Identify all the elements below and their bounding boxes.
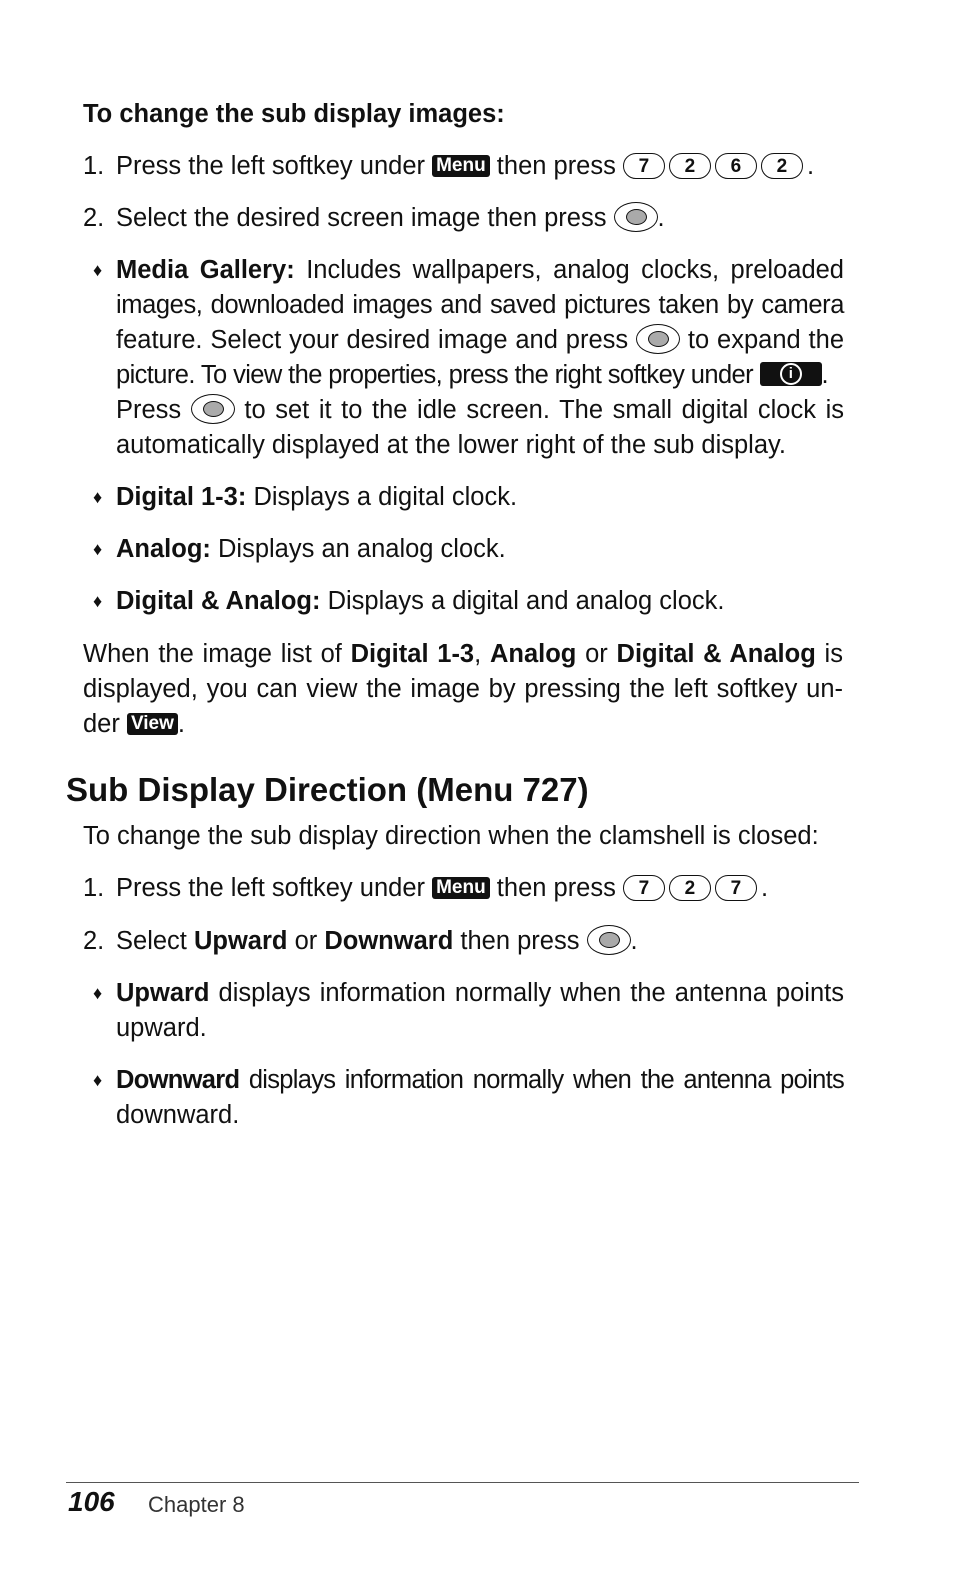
step-number: 1. [83,874,105,902]
step-1 [116,149,844,184]
text: or [585,640,608,668]
text: Displays a digital clock. [253,483,518,511]
bullet-label: Upward [116,979,210,1007]
bullet-icon: ♦ [93,487,103,507]
text-line [116,288,844,323]
text-line [116,393,844,428]
key-2-icon: 2 [669,875,711,901]
subsection-heading: To change the sub display images: [83,100,505,128]
text: Analog [489,640,577,668]
key-2-icon: 2 [761,153,803,179]
text: Digital 1-3 [350,640,475,668]
bullet-icon: ♦ [93,983,103,1003]
text-line [116,358,844,393]
bullet-digital-analog [116,584,844,619]
bullet-label: Digital 1-3: [116,483,247,511]
step-text: . [657,204,665,232]
text-line [116,253,844,288]
text: Displays a digital and analog clock. [327,587,725,615]
step-2 [116,201,844,236]
text-line [83,672,843,707]
bullet-digital [116,480,844,515]
text-line [116,428,844,463]
ok-key-icon [191,394,235,424]
text-line [83,637,843,672]
text: der [83,710,120,738]
text: Digital & Analog [616,640,816,668]
bullet-icon: ♦ [93,539,103,559]
bullet-label: Digital & Analog: [116,587,321,615]
step-text: Select the desired screen image then press [116,204,607,232]
step-text: then press [460,927,580,955]
step-number: 2. [83,204,105,232]
option-upward: Upward [193,927,288,955]
properties-softkey-icon [760,362,822,386]
text-line [116,1011,844,1046]
text: displayed, you can view the image by pressing the left softkey un- [83,675,843,703]
menu-softkey-icon: Menu [432,877,490,899]
text-line [116,323,844,358]
bullet-label: Analog: [116,535,211,563]
step-1 [116,871,844,906]
text: automatically displayed at the lower right of the sub display. [116,431,786,459]
step-text: . [760,874,769,902]
text: is [824,640,843,668]
text: Includes wallpapers, analog clocks, preloaded [306,256,844,284]
text-line [83,707,843,742]
menu-softkey-icon: Menu [432,155,490,177]
text: . [177,710,186,738]
text: . [821,361,829,389]
step-text: Select [116,927,187,955]
text-line [116,976,844,1011]
bullet-analog [116,532,844,567]
text: to expand the [687,326,844,354]
section-title: Sub Display Direction (Menu 727) [66,771,589,808]
text: When the image list of [83,640,342,668]
step-text: . [630,927,638,955]
step-text: Press the left softkey under [116,152,425,180]
bullet-upward [116,976,844,1046]
text: picture. To view the properties, press the right softkey under [116,361,754,389]
key-2-icon: 2 [669,153,711,179]
text: Press [116,396,182,424]
bullet-media-gallery [116,253,844,463]
key-7-icon: 7 [623,153,665,179]
bullet-icon: ♦ [93,260,103,280]
text: to set it to the idle screen. The small digital clock is [244,396,844,424]
bullet-icon: ♦ [93,1070,103,1090]
text: downward. [116,1101,240,1129]
ok-key-icon [614,202,658,232]
note-paragraph [83,637,843,742]
step-text: Press the left softkey under [116,874,425,902]
text: , [474,640,482,668]
step-text: or [294,927,318,955]
key-7-icon: 7 [623,875,665,901]
step-text: then press [496,874,616,902]
ok-key-icon [636,324,680,354]
chapter-label: Chapter 8 [148,1492,245,1517]
step-number: 2. [83,927,105,955]
page-number: 106 [68,1486,115,1517]
view-softkey-icon: View [127,713,178,735]
text: Displays an analog clock. [218,535,506,563]
text: upward. [116,1014,207,1042]
option-downward: Downward [324,927,454,955]
step-2 [116,924,844,959]
bullet-downward [116,1063,844,1133]
step-text: then press [496,152,616,180]
text: displays information normally when the antenna points [218,979,844,1007]
key-7-icon: 7 [715,875,757,901]
footer-divider [66,1482,859,1483]
text-line [116,1098,844,1133]
text-line [116,1063,844,1098]
text: displays information normally when the antenna points [248,1066,845,1094]
bullet-label: Downward [116,1066,240,1094]
step-number: 1. [83,152,105,180]
ok-key-icon [587,925,631,955]
key-6-icon: 6 [715,153,757,179]
text: images, downloaded images and saved pictures taken by camera [116,291,844,319]
bullet-icon: ♦ [93,591,103,611]
text: feature. Select your desired image and press [116,326,629,354]
step-text: . [806,152,815,180]
section-intro: To change the sub display direction when the clamshell is closed: [83,822,819,850]
bullet-label: Media Gallery: [116,256,295,284]
